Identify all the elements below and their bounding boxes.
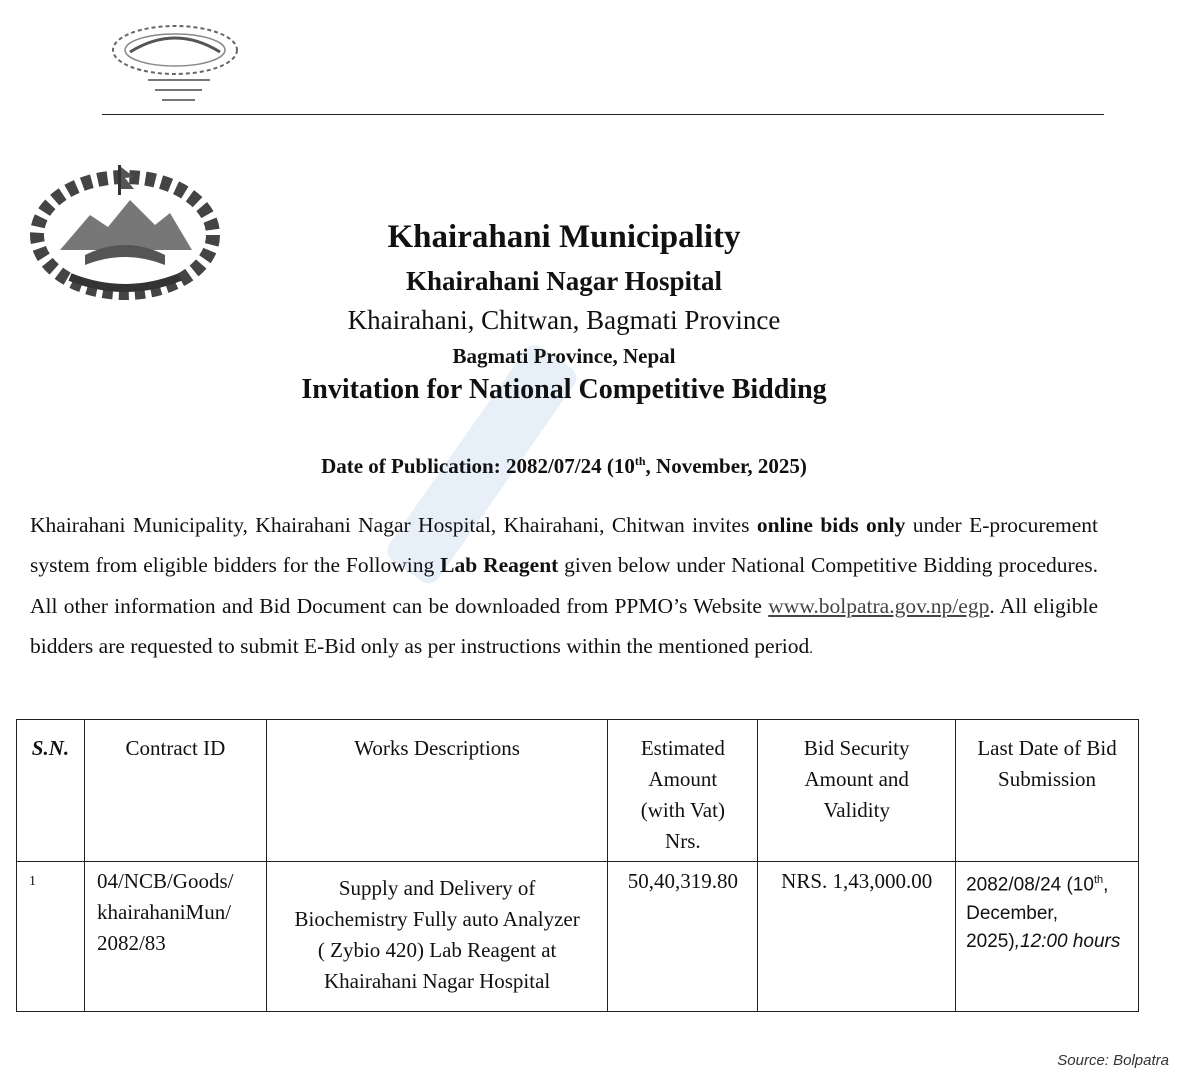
cell-last-date: 2082/08/24 (10th, December, 2025),12:00 hours [956,862,1139,1012]
source-credit: Source: Bolpatra [1057,1052,1169,1069]
hospital-name: Khairahani Nagar Hospital [405,266,723,296]
notice-title: Invitation for National Competitive Bidding [301,374,827,405]
province-line: Bagmati Province, Nepal [452,344,676,368]
table-header-row [17,720,1139,862]
cell-amount: 50,40,319.80 [608,862,758,1012]
header-last-date: Last Date of Bid Submission [956,720,1139,862]
invitation-paragraph: Khairahani Municipality, Khairahani Nagar Hospital, Khairahani, Chitwan invites online bids only under E-procurement system from eligible bidders for the Following Lab Reagent given below under National Competitive Bidding procedures. All other information and Bid Document can be downloaded from PPMO’s Website www.bolpatra.gov.np/egp. All eligible bidders are requested to submit E-Bid only as per instructions within the mentioned period. [30,513,1099,659]
cell-sn: 1 [17,862,85,1012]
hospital-seal-logo [100,18,250,113]
table-row [17,862,1139,1012]
cell-security: NRS. 1,43,000.00 [758,862,956,1012]
publication-date: Date of Publication: 2082/07/24 (10th, November, 2025) [321,454,807,478]
header-rule [102,114,1104,115]
address-line: Khairahani, Chitwan, Bagmati Province [347,305,781,335]
header-amount: Estimated Amount (with Vat) Nrs. [608,720,758,862]
organization-title: Khairahani Municipality [387,219,741,255]
header-security: Bid Security Amount and Validity [758,720,956,862]
header-works: Works Descriptions [266,720,608,862]
cell-contract-id: 04/NCB/Goods/ khairahaniMun/ 2082/83 [84,862,266,1012]
bolpatra-link[interactable]: www.bolpatra.gov.np/egp [768,593,990,618]
header-sn: S.N. [17,720,85,862]
cell-works: Supply and Delivery of Biochemistry Fully auto Analyzer ( Zybio 420) Lab Reagent at Khairahani Nagar Hospital [266,862,608,1012]
header-contract-id: Contract ID [84,720,266,862]
bid-table [16,719,1139,1012]
